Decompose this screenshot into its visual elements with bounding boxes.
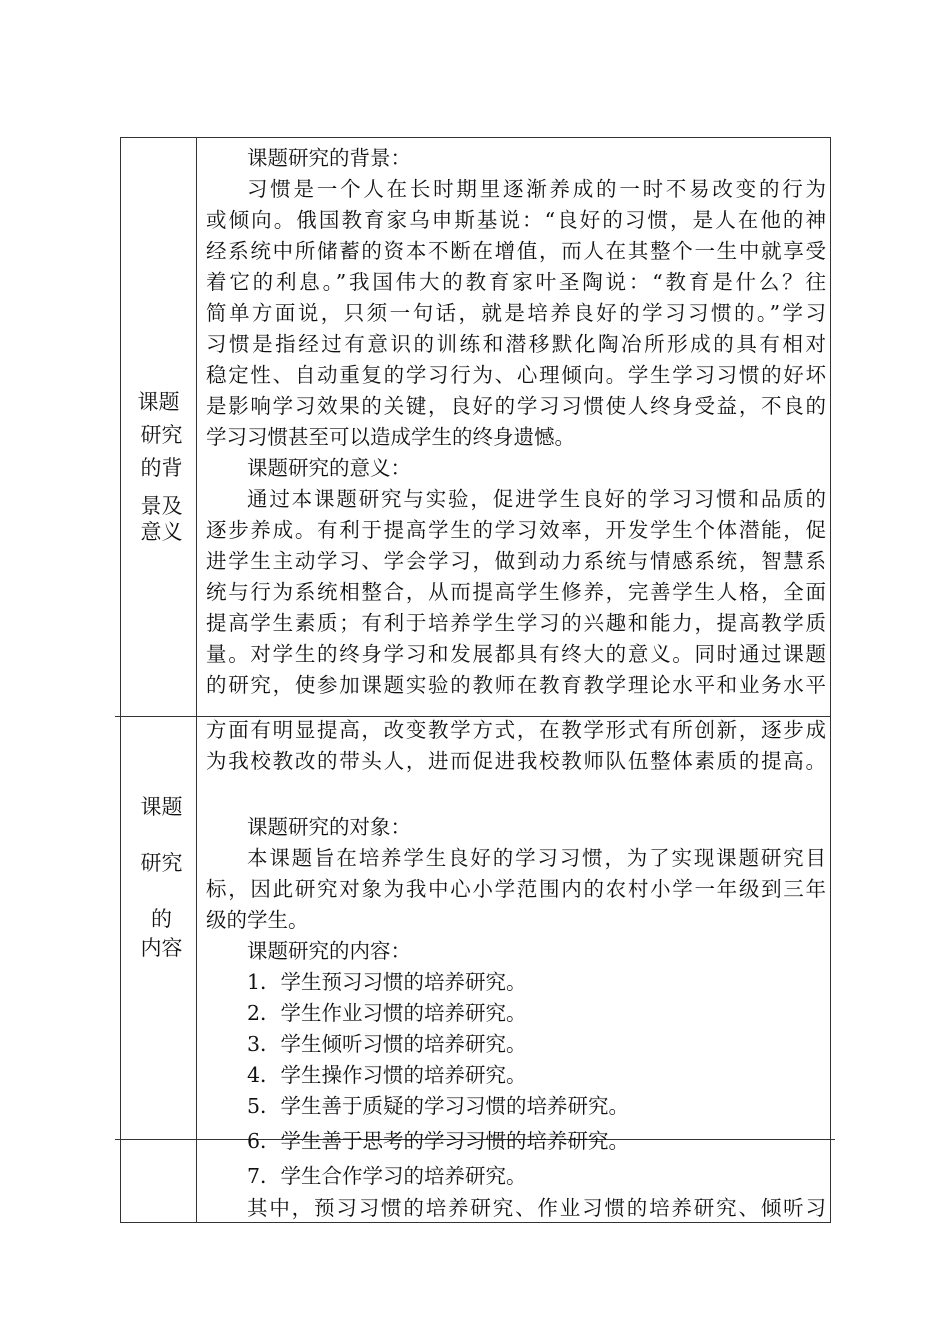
subheading-research-content: 课题研究的内容： [247,939,411,963]
list-item: 1．学生预习习惯的培养研究。 [247,970,527,994]
list-item: 3．学生倾听习惯的培养研究。 [247,1032,527,1056]
label-line: 景及 [140,494,183,518]
subheading-background: 课题研究的背景： [247,146,411,170]
paragraph-line: 习惯是指经过有意识的训练和潜移默化陶冶所形成的具有相对 [206,332,826,356]
paragraph-line: 其中，预习习惯的培养研究、作业习惯的培养研究、倾听习 [247,1196,826,1220]
paragraph-line: 量。对学生的终身学习和发展都具有终大的意义。同时通过课题 [206,642,826,666]
section-label-background-significance [121,380,196,580]
paragraph-line: 统与行为系统相整合，从而提高学生修养，完善学生人格，全面 [206,580,826,604]
table-top-border [120,137,831,138]
paragraph-line: 的研究，使参加课题实验的教师在教育教学理论水平和业务水平 [206,673,826,697]
paragraph-line: 本课题旨在培养学生良好的学习习惯，为了实现课题研究目 [247,846,826,870]
paragraph-line: 逐步养成。有利于提高学生的学习效率，开发学生个体潜能，促 [206,518,826,542]
paragraph-line: 进学生主动学习、学会学习，做到动力系统与情感系统，智慧系 [206,549,826,573]
table-left-border [120,137,121,1223]
paragraph-line: 通过本课题研究与实验，促进学生良好的学习习惯和品质的 [247,487,826,511]
paragraph-line: 着它的利息。”我国伟大的教育家叶圣陶说：“教育是什么？往 [206,270,826,294]
label-line: 内容 [140,936,183,960]
list-item: 5．学生善于质疑的学习习惯的培养研究。 [247,1094,630,1118]
label-line: 课题 [140,795,183,819]
label-line: 课题 [137,390,180,414]
paragraph-line: 为我校教改的带头人，进而促进我校教师队伍整体素质的提高。 [206,749,826,773]
paragraph-line: 提高学生素质；有利于培养学生学习的兴趣和能力，提高教学质 [206,611,826,635]
paragraph-line: 稳定性、自动重复的学习行为、心理倾向。学生学习习惯的好坏 [206,363,826,387]
paragraph-line: 是影响学习效果的关键，良好的学习习惯使人终身受益，不良的 [206,394,826,418]
paragraph-line: 学习习惯甚至可以造成学生的终身遗憾。 [206,425,575,449]
blank-line [206,777,826,808]
paragraph-line: 简单方面说，只须一句话，就是培养良好的学习习惯的。”学习 [206,301,826,325]
label-line: 研究 [140,851,183,875]
paragraph-line: 习惯是一个人在长时期里逐渐养成的一时不易改变的行为 [247,177,826,201]
paragraph-line: 或倾向。俄国教育家乌申斯基说：“良好的习惯，是人在他的神 [206,208,826,232]
paragraph-line: 标，因此研究对象为我中心小学范围内的农村小学一年级到三年 [206,877,826,901]
paragraph-line: 方面有明显提高，改变教学方式，在教学形式有所创新，逐步成 [206,718,826,742]
list-item: 2．学生作业习惯的培养研究。 [247,1001,527,1025]
section-label-content [121,790,196,970]
list-item: 7．学生合作学习的培养研究。 [247,1164,527,1188]
label-line: 的背 [140,456,183,480]
label-line: 的 [151,907,172,931]
table-right-border [830,137,831,1223]
paragraph-line: 级的学生。 [206,908,309,932]
list-item: 6．学生善于思考的学习习惯的培养研究。 [247,1129,630,1153]
paragraph-line: 经系统中所储蓄的资本不断在增值，而人在其整个一生中就享受 [206,239,826,263]
subheading-significance: 课题研究的意义： [247,456,411,480]
label-line: 意义 [140,520,183,544]
table-column-divider [196,137,197,1223]
subheading-research-object: 课题研究的对象： [247,815,411,839]
list-item: 4．学生操作习惯的培养研究。 [247,1063,527,1087]
label-line: 研究 [140,423,183,447]
